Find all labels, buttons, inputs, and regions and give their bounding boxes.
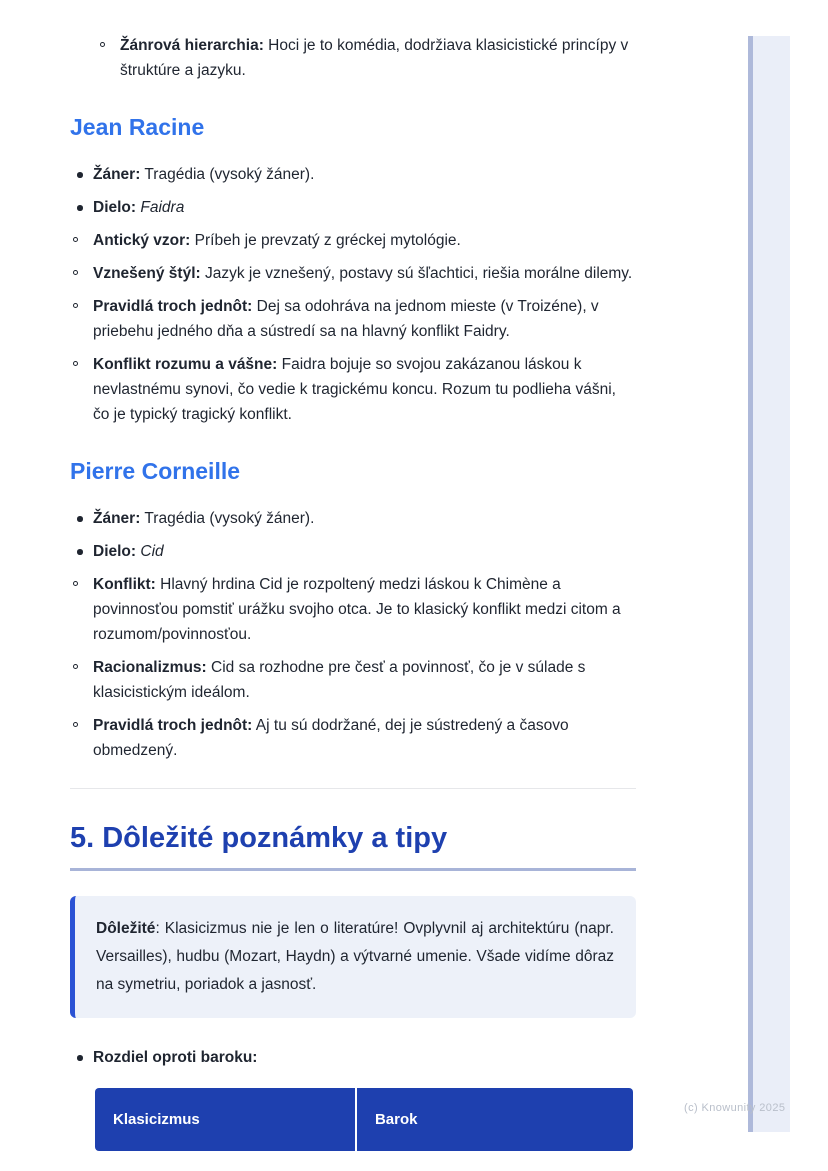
watermark-text: (c) Knowunity 2025 (684, 1102, 786, 1114)
list-item-text: Hoci je to komédia, dodržiava klasicistické princípy v štruktúre a jazyku. (120, 37, 629, 79)
racine-bullet-list (70, 162, 636, 427)
bullet-dot-icon (77, 1055, 83, 1061)
list-item (43, 572, 636, 647)
scrollbar-thumb[interactable] (748, 36, 790, 1132)
list-item-label: Žáner: (93, 510, 141, 527)
list-item (70, 1045, 636, 1070)
list-item (70, 195, 636, 427)
list-item (43, 713, 636, 763)
list-item-text: Hlavný hrdina Cid je rozpoltený medzi láskou k Chimène a povinnosťou pomstiť urážku svojho otca. Je to klasický konflikt medzi citom a rozumom/povinnosťou. (93, 576, 621, 643)
list-item (43, 655, 636, 705)
comparison-bullet-list (70, 1045, 636, 1070)
list-item-text: Tragédia (vysoký žáner). (144, 166, 315, 183)
bullet-circle-icon (73, 722, 78, 727)
work-title: Faidra (140, 199, 185, 216)
callout-text: : Klasicizmus nie je len o literatúre! Ovplyvnil aj architektúru (napr. Versailles), hudbu (Mozart, Haydn) a výtvarné umenie. Všade vidíme dôraz na symetriu, poriadok a jasnosť. (96, 920, 614, 993)
list-item-label: Konflikt rozumu a vášne: (93, 356, 278, 373)
list-item-text: Príbeh je prevzatý z gréckej mytológie. (194, 232, 461, 249)
bullet-circle-icon (73, 270, 78, 275)
bullet-dot-icon (77, 516, 83, 522)
list-item-text: Tragédia (vysoký žáner). (144, 510, 315, 527)
list-item-text: Faidra bojuje so svojou zakázanou láskou k nevlastnému synovi, čo vedie k tragickému koncu. Rozum tu podlieha vášni, čo je typický tragický konflikt. (93, 356, 616, 423)
list-item-label: Dielo: (93, 199, 137, 216)
document-page (70, 0, 636, 1151)
list-item-label: Žánrová hierarchia: (120, 37, 264, 54)
heading-jean-racine: Jean Racine (70, 114, 205, 140)
list-item-text: Aj tu sú dodržané, dej je sústredený a časovo obmedzený. (93, 717, 569, 759)
heading-pierre-corneille: Pierre Corneille (70, 458, 241, 484)
list-item-label: Racionalizmus: (93, 659, 207, 676)
list-item (70, 162, 636, 187)
list-item-label: Pravidlá troch jednôt: (93, 298, 253, 315)
list-item (70, 539, 636, 763)
bullet-dot-icon (77, 549, 83, 555)
bullet-circle-icon (73, 361, 78, 366)
table-header-klasicizmus: Klasicizmus (95, 1088, 356, 1151)
table-header-barok: Barok (356, 1088, 633, 1151)
work-title: Cid (140, 543, 164, 560)
intro-subbullet-list (70, 0, 636, 83)
bullet-circle-icon (73, 664, 78, 669)
list-item (43, 352, 636, 427)
list-item-text: Jazyk je vznešený, postavy sú šľachtici, riešia morálne dilemy. (205, 265, 633, 282)
section-divider (70, 788, 636, 789)
callout-label: Dôležité (96, 920, 156, 937)
table-header-row (95, 1088, 633, 1151)
list-item-text: Dej sa odohráva na jednom mieste (v Troizéne), v priebehu jedného dňa a sústredí sa na hlavný konflikt Faidry. (93, 298, 599, 340)
bullet-circle-icon (100, 42, 105, 47)
bullet-dot-icon (77, 172, 83, 178)
heading-section-5: 5. Dôležité poznámky a tipy (70, 821, 636, 871)
bullet-dot-icon (77, 205, 83, 211)
list-item-label: Dielo: (93, 543, 137, 560)
list-item-text: Cid sa rozhodne pre česť a povinnosť, čo je v súlade s klasicistickým ideálom. (93, 659, 586, 701)
list-item (43, 294, 636, 344)
bullet-circle-icon (73, 303, 78, 308)
list-item-label: Žáner: (93, 166, 141, 183)
list-item-label: Pravidlá troch jednôt: (93, 717, 253, 734)
list-item (43, 261, 636, 286)
bullet-circle-icon (73, 237, 78, 242)
corneille-bullet-list (70, 506, 636, 763)
list-item-label: Konflikt: (93, 576, 156, 593)
comparison-table (95, 1088, 633, 1151)
list-item-label: Antický vzor: (93, 232, 191, 249)
list-item (70, 506, 636, 531)
list-item (70, 33, 636, 83)
list-item-label: Rozdiel oproti baroku: (93, 1049, 258, 1066)
list-item-label: Vznešený štýl: (93, 265, 201, 282)
bullet-circle-icon (73, 581, 78, 586)
corneille-subbullet-list (43, 572, 636, 763)
list-item (43, 228, 636, 253)
racine-subbullet-list (43, 228, 636, 427)
important-callout (70, 896, 636, 1018)
